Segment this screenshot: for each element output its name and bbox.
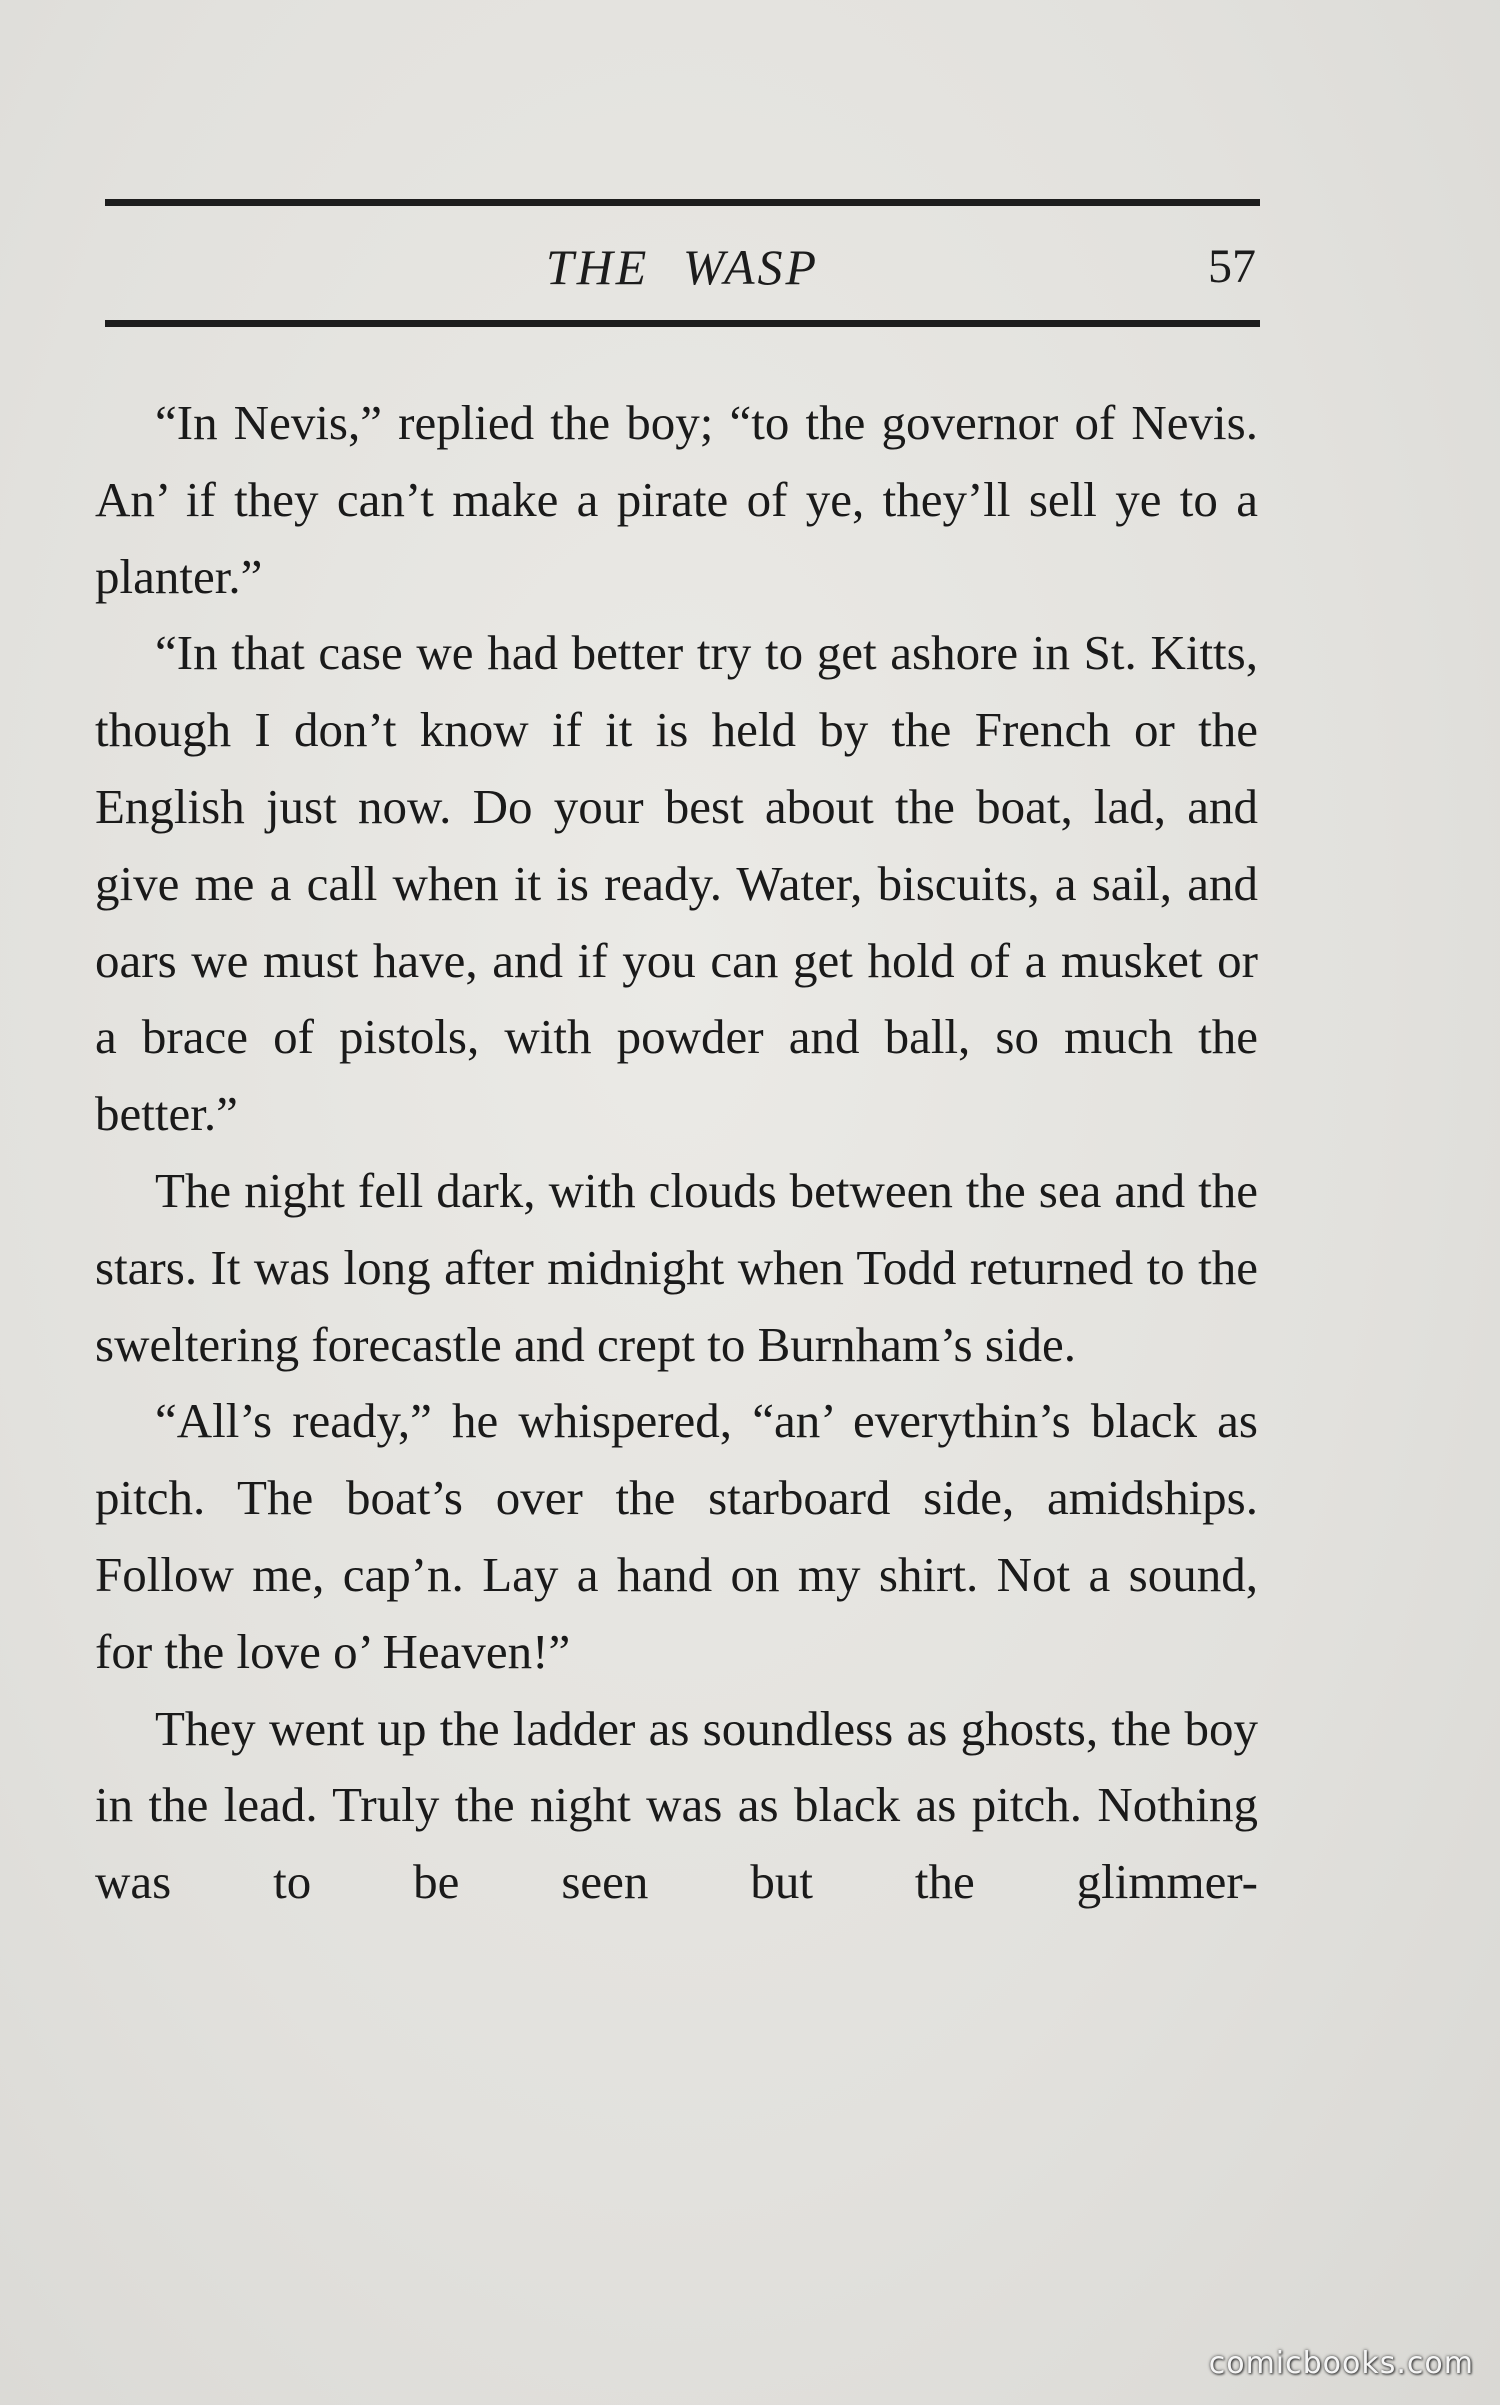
running-head	[105, 232, 1260, 302]
body-text	[95, 385, 1258, 1921]
watermark: comicbooks.com	[1208, 2346, 1474, 2381]
paragraph-3: The night fell dark, with clouds between the sea and the stars. It was long after midnight when Todd returned to the sweltering forecastle and crept to Burnham’s side.	[95, 1162, 1258, 1372]
paragraph-2: “In that case we had better try to get ashore in St. Kitts, though I don’t know if it is held by the French or the English just now. Do your best about the boat, lad, and give me a call when it is ready. Water, biscuits, a sail, and oars we must have, and if you can get hold of a musket or a brace of pistols, with powder and ball, so much the better.”	[95, 625, 1258, 1142]
header-top-rule	[105, 199, 1260, 206]
running-title: THE WASP	[545, 239, 820, 295]
paragraph-4: “All’s ready,” he whispered, “an’ everythin’s black as pitch. The boat’s over the starboard side, amidships. Follow me, cap’n. Lay a hand on my shirt. Not a sound, for the love o’ Heaven!”	[95, 1393, 1258, 1679]
header-bottom-rule	[105, 320, 1260, 327]
page-number: 57	[1208, 240, 1256, 293]
paragraph-1: “In Nevis,” replied the boy; “to the governor of Nevis. An’ if they can’t make a pirate of ye, they’ll sell ye to a planter.”	[95, 395, 1258, 604]
paragraph-5: They went up the ladder as soundless as ghosts, the boy in the lead. Truly the night was as black as pitch. Nothing was to be seen but the glimmer-	[95, 1700, 1258, 1910]
